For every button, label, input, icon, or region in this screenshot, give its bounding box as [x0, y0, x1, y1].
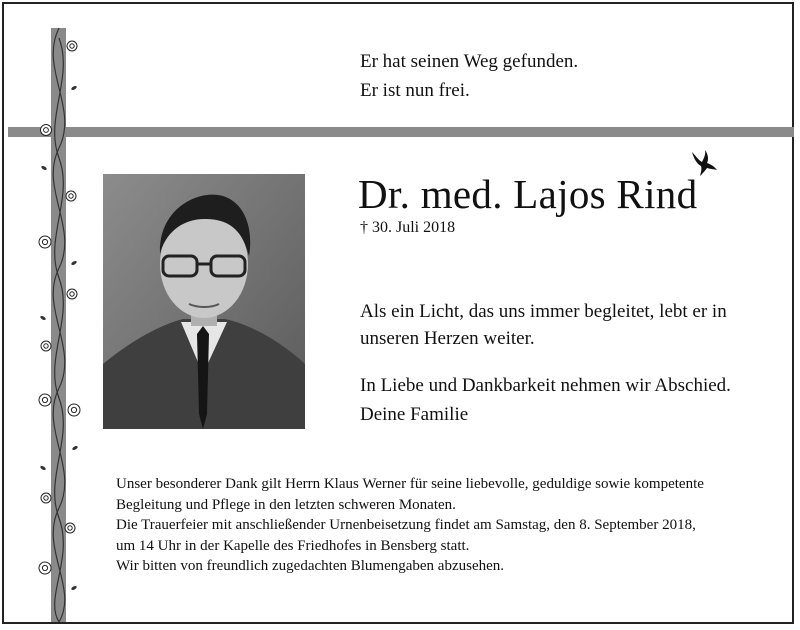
quote-line-2: unseren Herzen weiter. [360, 328, 535, 349]
death-date: † 30. Juli 2018 [360, 219, 456, 236]
farewell-text [360, 371, 780, 429]
notice-line-4: um 14 Uhr in der Kapelle des Friedhofes in Bensberg statt. [116, 537, 470, 554]
farewell-line-1: In Liebe und Dankbarkeit nehmen wir Abschied. [360, 375, 731, 396]
motto-line-1: Er hat seinen Weg gefunden. [360, 51, 579, 72]
funeral-notice [116, 474, 776, 577]
rose-vine-ornament [34, 28, 84, 622]
quote-line-1: Als ein Licht, das uns immer begleitet, lebt er in [360, 301, 727, 322]
notice-line-2: Begleitung und Pflege in den letzten schweren Monaten. [116, 496, 456, 513]
memorial-quote [360, 298, 780, 352]
notice-line-5: Wir bitten von freundlich zugedachten Blumengaben abzusehen. [116, 558, 505, 574]
motto [360, 47, 578, 105]
bird-icon [690, 150, 718, 176]
cross-horizontal-bar [8, 127, 794, 137]
deceased-name: Dr. med. Lajos Rind [358, 171, 698, 217]
motto-line-2: Er ist nun frei. [360, 80, 470, 101]
family-signature: Deine Familie [360, 404, 469, 425]
portrait-photo [103, 174, 305, 429]
notice-line-1: Unser besonderer Dank gilt Herrn Klaus Werner für seine liebevolle, geduldige sowie kompetente [116, 476, 704, 492]
notice-line-3: Die Trauerfeier mit anschließender Urnenbeisetzung findet am Samstag, den 8. September 2018, [116, 517, 696, 533]
